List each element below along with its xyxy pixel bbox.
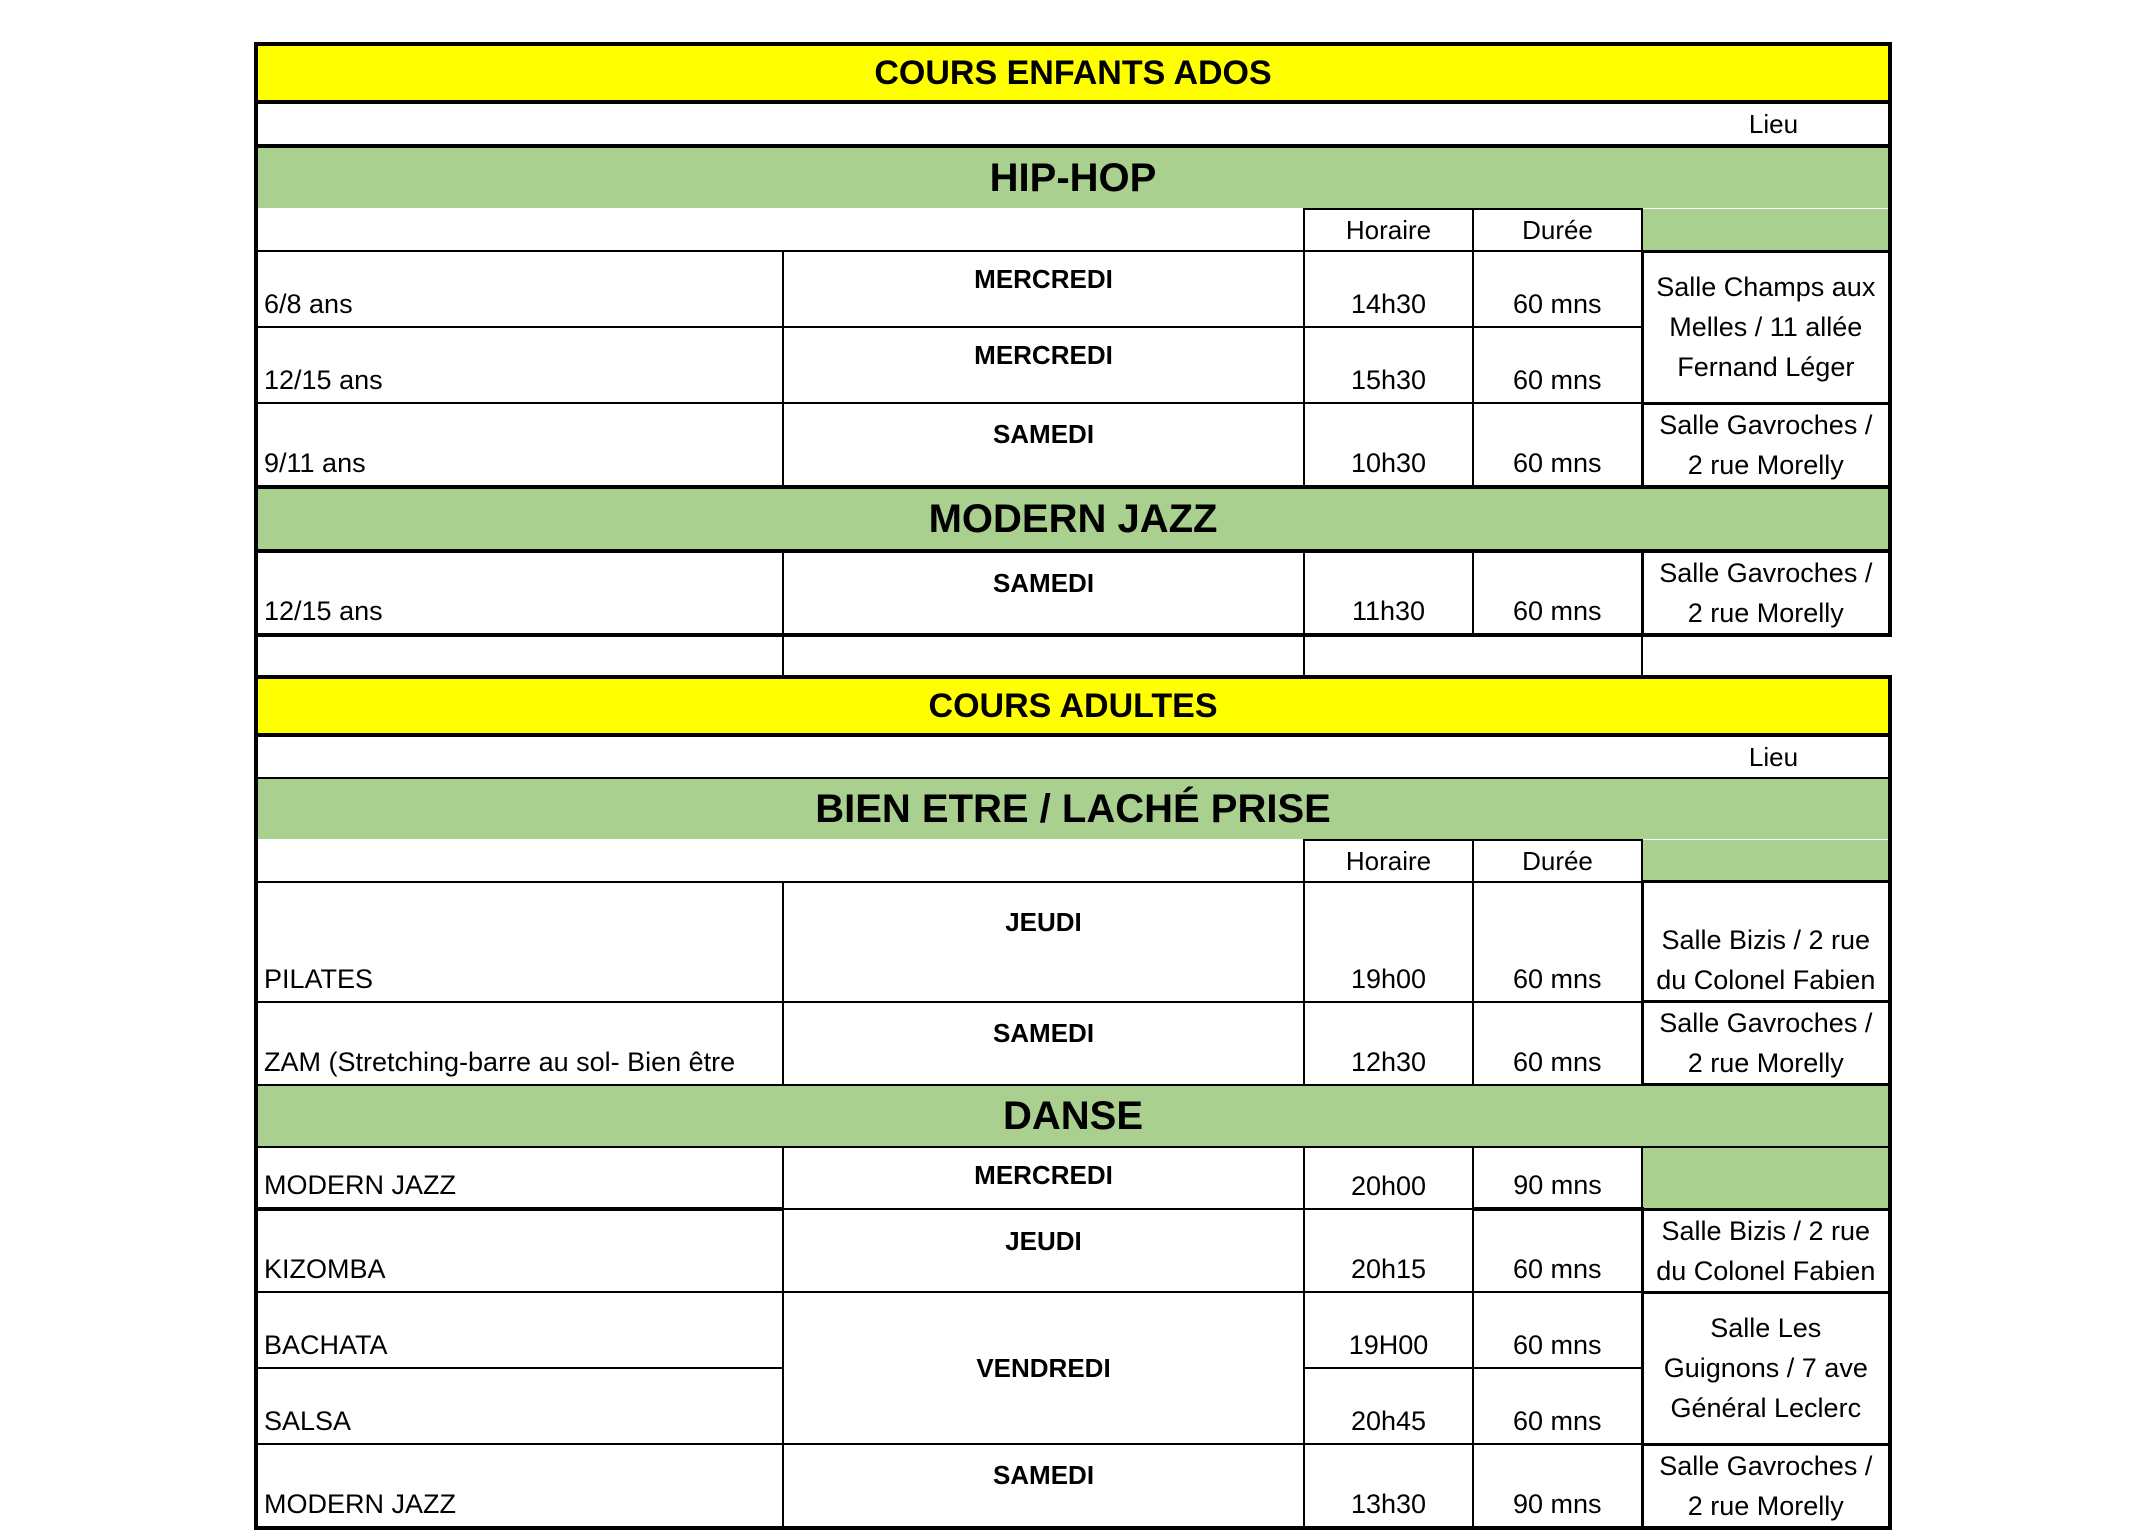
header-green-fill xyxy=(1642,209,1890,251)
course-location: Salle Bizis / 2 rue du Colonel Fabien xyxy=(1642,882,1890,1002)
course-location: Salle Gavroches / 2 rue Morelly xyxy=(1642,551,1890,635)
lieu-header: Lieu xyxy=(256,102,1890,146)
header-blank xyxy=(256,840,1304,882)
location-green-fill xyxy=(1642,1147,1890,1209)
course-time: 12h30 xyxy=(1304,1002,1473,1085)
course-location: Salle Les Guignons / 7 ave Général Leclerc xyxy=(1642,1292,1890,1444)
course-day: MERCREDI xyxy=(783,1147,1304,1209)
course-duration: 60 mns xyxy=(1473,1209,1642,1292)
table-row xyxy=(256,1209,1890,1292)
category-title-modern-jazz: MODERN JAZZ xyxy=(256,487,1890,551)
course-name: 9/11 ans xyxy=(256,403,783,487)
lieu-header: Lieu xyxy=(256,735,1890,778)
course-duration: 90 mns xyxy=(1473,1444,1642,1528)
section-title-enfants: COURS ENFANTS ADOS xyxy=(256,44,1890,102)
course-name: MODERN JAZZ xyxy=(256,1147,783,1209)
course-day: SAMEDI xyxy=(783,551,1304,635)
course-duration: 60 mns xyxy=(1473,1368,1642,1444)
table-row xyxy=(256,251,1890,327)
course-location: Salle Gavroches / 2 rue Morelly xyxy=(1642,403,1890,487)
table-row xyxy=(256,403,1890,487)
course-time: 13h30 xyxy=(1304,1444,1473,1528)
course-location: Salle Gavroches / 2 rue Morelly xyxy=(1642,1444,1890,1528)
course-day: SAMEDI xyxy=(783,403,1304,487)
header-green-fill xyxy=(1642,840,1890,882)
category-title-danse: DANSE xyxy=(256,1085,1890,1148)
course-time: 11h30 xyxy=(1304,551,1473,635)
course-location: Salle Champs aux Melles / 11 allée Fernand Léger xyxy=(1642,251,1890,403)
table-row xyxy=(256,1147,1890,1209)
course-duration: 60 mns xyxy=(1473,882,1642,1002)
spacer-row xyxy=(256,635,1890,677)
course-location: Salle Bizis / 2 rue du Colonel Fabien xyxy=(1642,1209,1890,1292)
course-time: 15h30 xyxy=(1304,327,1473,403)
course-duration: 60 mns xyxy=(1473,1292,1642,1368)
course-duration: 90 mns xyxy=(1473,1147,1642,1209)
column-header-horaire: Horaire xyxy=(1304,209,1473,251)
course-day: MERCREDI xyxy=(783,251,1304,327)
course-name: 12/15 ans xyxy=(256,327,783,403)
column-header-duree: Durée xyxy=(1473,209,1642,251)
section-title-adultes: COURS ADULTES xyxy=(256,677,1890,735)
course-name: PILATES xyxy=(256,882,783,1002)
category-title-bien-etre: BIEN ETRE / LACHÉ PRISE xyxy=(256,778,1890,840)
course-time: 19H00 xyxy=(1304,1292,1473,1368)
table-row xyxy=(256,551,1890,635)
course-day: SAMEDI xyxy=(783,1444,1304,1528)
course-day: VENDREDI xyxy=(783,1292,1304,1444)
course-time: 19h00 xyxy=(1304,882,1473,1002)
schedule-sheet xyxy=(254,42,1888,1530)
course-day: MERCREDI xyxy=(783,327,1304,403)
course-duration: 60 mns xyxy=(1473,251,1642,327)
schedule-table xyxy=(254,42,1892,1530)
table-row xyxy=(256,882,1890,1002)
course-day: JEUDI xyxy=(783,882,1304,1002)
table-row xyxy=(256,1444,1890,1528)
column-header-horaire: Horaire xyxy=(1304,840,1473,882)
category-title-hiphop: HIP-HOP xyxy=(256,146,1890,209)
course-name: 6/8 ans xyxy=(256,251,783,327)
course-time: 20h45 xyxy=(1304,1368,1473,1444)
table-row xyxy=(256,1002,1890,1085)
course-time: 10h30 xyxy=(1304,403,1473,487)
course-duration: 60 mns xyxy=(1473,327,1642,403)
course-name: KIZOMBA xyxy=(256,1209,783,1292)
course-duration: 60 mns xyxy=(1473,1002,1642,1085)
course-location: Salle Gavroches / 2 rue Morelly xyxy=(1642,1002,1890,1085)
course-time: 20h15 xyxy=(1304,1209,1473,1292)
column-header-duree: Durée xyxy=(1473,840,1642,882)
course-time: 14h30 xyxy=(1304,251,1473,327)
course-name: BACHATA xyxy=(256,1292,783,1368)
course-day: JEUDI xyxy=(783,1209,1304,1292)
course-name: 12/15 ans xyxy=(256,551,783,635)
course-name: ZAM (Stretching-barre au sol- Bien être xyxy=(256,1002,783,1085)
course-name: MODERN JAZZ xyxy=(256,1444,783,1528)
course-time: 20h00 xyxy=(1304,1147,1473,1209)
course-duration: 60 mns xyxy=(1473,403,1642,487)
header-blank xyxy=(256,209,1304,251)
course-duration: 60 mns xyxy=(1473,551,1642,635)
course-name: SALSA xyxy=(256,1368,783,1444)
table-row xyxy=(256,1292,1890,1368)
course-day: SAMEDI xyxy=(783,1002,1304,1085)
